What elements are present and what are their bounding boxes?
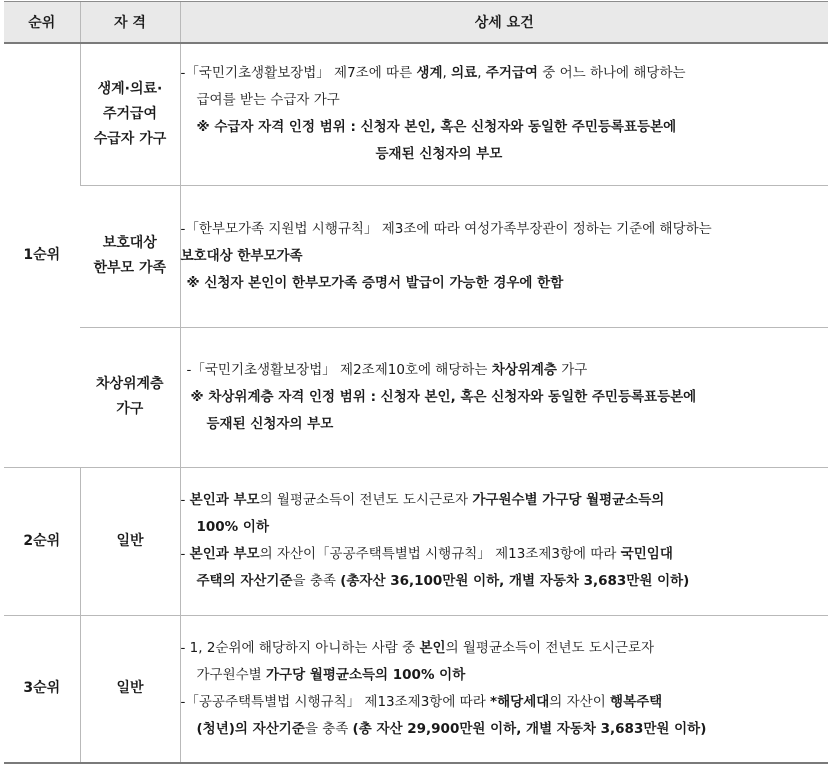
note-line: ※ 신청자 본인이 한부모가족 증명서 발급이 가능한 경우에 한함 (186, 274, 564, 291)
rank-1-label: 1순위 (4, 43, 80, 467)
detail-line: 보호대상 한부모가족 (180, 247, 303, 264)
detail-line: - 1, 2순위에 해당하지 아니하는 사람 중 본인의 월평균소득이 전년도 도시근로자 (180, 639, 655, 656)
qualification-cell: 차상위계층 가구 (80, 327, 180, 467)
rank-3-label: 3순위 (4, 615, 80, 763)
header-details: 상세 요건 (180, 2, 828, 44)
detail-cell (180, 43, 828, 185)
detail-line: 가구원수별 가구당 월평균소득의 100% 이하 (196, 666, 466, 683)
detail-line: 급여를 받는 수급자 가구 (196, 92, 340, 109)
detail-line: - 본인과 부모의 자산이「공공주택특별법 시행규칙」 제13조제3항에 따라 국민임대 (180, 546, 673, 562)
header-rank: 순위 (4, 2, 80, 44)
note-line: ※ 차상위계층 자격 인정 범위 : 신청자 본인, 혹은 신청자와 동일한 주민등록표등본에 (190, 388, 697, 405)
table-row (4, 615, 828, 763)
qualification-cell: 보호대상 한부모 가족 (80, 185, 180, 327)
detail-cell (180, 185, 828, 327)
rank-2-label: 2순위 (4, 467, 80, 615)
note-line: 등재된 신청자의 부모 (206, 415, 334, 432)
table-row (4, 467, 828, 615)
detail-line: - 본인과 부모의 월평균소득이 전년도 도시근로자 가구원수별 가구당 월평균소득의 (180, 492, 665, 508)
detail-line: 주택의 자산기준을 충족 (총자산 36,100만원 이하, 개별 자동차 3,683만원 이하) (196, 573, 690, 589)
eligibility-table (4, 1, 828, 764)
detail-line: 100% 이하 (196, 519, 269, 535)
header-row (4, 2, 828, 44)
table-row (4, 43, 828, 185)
detail-line: -「국민기초생활보장법」 제2조제10호에 해당하는 차상위계층 가구 (186, 361, 588, 378)
detail-line: -「공공주택특별법 시행규칙」 제13조제3항에 따라 *해당세대의 자산이 행복주택 (180, 693, 663, 710)
detail-line: -「국민기초생활보장법」 제7조에 따른 생계, 의료, 주거급여 중 어느 하나에 해당하는 (180, 65, 686, 82)
table-row (4, 327, 828, 467)
note-line: ※ 수급자 자격 인정 범위 : 신청자 본인, 혹은 신청자와 동일한 주민등록표등본에 (196, 119, 677, 136)
note-line: 등재된 신청자의 부모 (375, 146, 503, 163)
detail-cell (180, 467, 828, 615)
detail-line: (청년)의 자산기준을 충족 (총 자산 29,900만원 이하, 개별 자동차 3,683만원 이하) (196, 720, 707, 737)
qualification-cell: 일반 (80, 467, 180, 615)
header-qualification: 자 격 (80, 2, 180, 44)
qualification-cell: 일반 (80, 615, 180, 763)
detail-line: -「한부모가족 지원법 시행규칙」 제3조에 따라 여성가족부장관이 정하는 기준에 해당하는 (180, 220, 712, 237)
detail-cell (180, 615, 828, 763)
detail-cell (180, 327, 828, 467)
table-row (4, 185, 828, 327)
qualification-cell: 생계·의료· 주거급여 수급자 가구 (80, 43, 180, 185)
